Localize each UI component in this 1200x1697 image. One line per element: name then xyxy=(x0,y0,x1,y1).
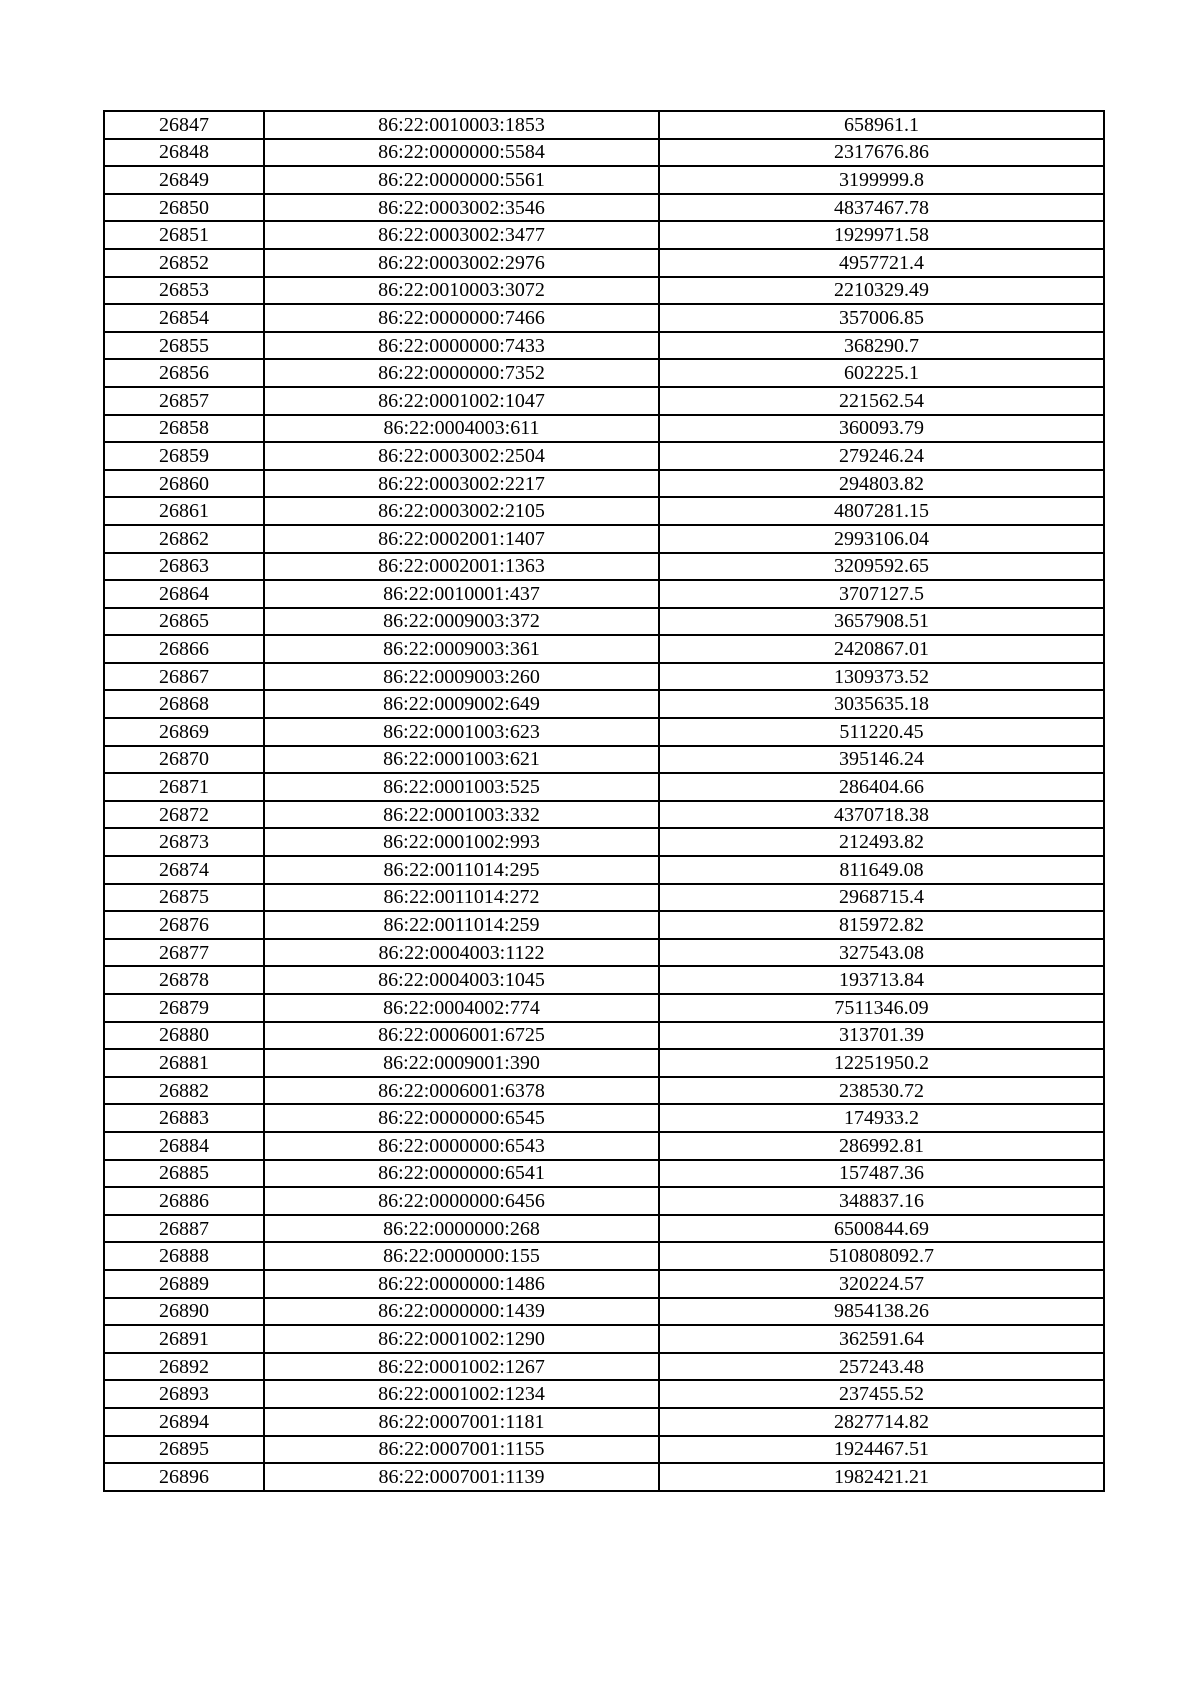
row-number-cell: 26864 xyxy=(104,580,264,608)
row-number-cell: 26889 xyxy=(104,1270,264,1298)
table-row xyxy=(104,608,1104,636)
cadastral-number-cell: 86:22:0001003:623 xyxy=(264,718,659,746)
data-table xyxy=(103,110,1105,1492)
row-number-cell: 26894 xyxy=(104,1408,264,1436)
value-cell: 320224.57 xyxy=(659,1270,1104,1298)
cadastral-number-cell: 86:22:0004003:1122 xyxy=(264,939,659,967)
value-cell: 368290.7 xyxy=(659,332,1104,360)
row-number-cell: 26850 xyxy=(104,194,264,222)
table-row xyxy=(104,1463,1104,1491)
row-number-cell: 26874 xyxy=(104,856,264,884)
value-cell: 811649.08 xyxy=(659,856,1104,884)
table-row xyxy=(104,1353,1104,1381)
table-row xyxy=(104,1242,1104,1270)
row-number-cell: 26881 xyxy=(104,1049,264,1077)
value-cell: 4807281.15 xyxy=(659,497,1104,525)
cadastral-number-cell: 86:22:0009003:361 xyxy=(264,635,659,663)
row-number-cell: 26868 xyxy=(104,690,264,718)
cadastral-number-cell: 86:22:0007001:1181 xyxy=(264,1408,659,1436)
table-row xyxy=(104,1104,1104,1132)
value-cell: 157487.36 xyxy=(659,1160,1104,1188)
row-number-cell: 26882 xyxy=(104,1077,264,1105)
row-number-cell: 26869 xyxy=(104,718,264,746)
table-row xyxy=(104,663,1104,691)
cadastral-number-cell: 86:22:0004003:1045 xyxy=(264,966,659,994)
value-cell: 1929971.58 xyxy=(659,221,1104,249)
cadastral-number-cell: 86:22:0010003:3072 xyxy=(264,277,659,305)
table-row xyxy=(104,221,1104,249)
cadastral-number-cell: 86:22:0001003:621 xyxy=(264,746,659,774)
row-number-cell: 26863 xyxy=(104,553,264,581)
table-row xyxy=(104,580,1104,608)
value-cell: 9854138.26 xyxy=(659,1298,1104,1326)
value-cell: 511220.45 xyxy=(659,718,1104,746)
row-number-cell: 26853 xyxy=(104,277,264,305)
row-number-cell: 26849 xyxy=(104,166,264,194)
value-cell: 3035635.18 xyxy=(659,690,1104,718)
value-cell: 4957721.4 xyxy=(659,249,1104,277)
table-row xyxy=(104,1325,1104,1353)
row-number-cell: 26848 xyxy=(104,139,264,167)
table-row xyxy=(104,939,1104,967)
table-row xyxy=(104,359,1104,387)
value-cell: 286404.66 xyxy=(659,773,1104,801)
table-row xyxy=(104,332,1104,360)
row-number-cell: 26878 xyxy=(104,966,264,994)
value-cell: 7511346.09 xyxy=(659,994,1104,1022)
cadastral-number-cell: 86:22:0009003:372 xyxy=(264,608,659,636)
value-cell: 279246.24 xyxy=(659,442,1104,470)
value-cell: 237455.52 xyxy=(659,1380,1104,1408)
table-row xyxy=(104,139,1104,167)
row-number-cell: 26884 xyxy=(104,1132,264,1160)
value-cell: 357006.85 xyxy=(659,304,1104,332)
table-row xyxy=(104,553,1104,581)
cadastral-number-cell: 86:22:0000000:6545 xyxy=(264,1104,659,1132)
cadastral-number-cell: 86:22:0000000:1486 xyxy=(264,1270,659,1298)
value-cell: 2317676.86 xyxy=(659,139,1104,167)
value-cell: 3209592.65 xyxy=(659,553,1104,581)
cadastral-number-cell: 86:22:0011014:295 xyxy=(264,856,659,884)
table-row xyxy=(104,994,1104,1022)
row-number-cell: 26870 xyxy=(104,746,264,774)
table-row xyxy=(104,801,1104,829)
table-row xyxy=(104,1408,1104,1436)
cadastral-number-cell: 86:22:0011014:272 xyxy=(264,884,659,912)
table-row xyxy=(104,1215,1104,1243)
row-number-cell: 26862 xyxy=(104,525,264,553)
value-cell: 3199999.8 xyxy=(659,166,1104,194)
table-row xyxy=(104,111,1104,139)
table-row xyxy=(104,166,1104,194)
cadastral-number-cell: 86:22:0002001:1407 xyxy=(264,525,659,553)
value-cell: 2210329.49 xyxy=(659,277,1104,305)
table-row xyxy=(104,1160,1104,1188)
table-row xyxy=(104,1187,1104,1215)
cadastral-number-cell: 86:22:0000000:7466 xyxy=(264,304,659,332)
row-number-cell: 26885 xyxy=(104,1160,264,1188)
value-cell: 3657908.51 xyxy=(659,608,1104,636)
row-number-cell: 26872 xyxy=(104,801,264,829)
row-number-cell: 26847 xyxy=(104,111,264,139)
value-cell: 174933.2 xyxy=(659,1104,1104,1132)
table-row xyxy=(104,525,1104,553)
cadastral-number-cell: 86:22:0009001:390 xyxy=(264,1049,659,1077)
cadastral-number-cell: 86:22:0001002:1234 xyxy=(264,1380,659,1408)
cadastral-number-cell: 86:22:0000000:268 xyxy=(264,1215,659,1243)
table-row xyxy=(104,249,1104,277)
value-cell: 4837467.78 xyxy=(659,194,1104,222)
row-number-cell: 26879 xyxy=(104,994,264,1022)
cadastral-number-cell: 86:22:0001002:1290 xyxy=(264,1325,659,1353)
value-cell: 1309373.52 xyxy=(659,663,1104,691)
cadastral-number-cell: 86:22:0000000:6541 xyxy=(264,1160,659,1188)
cadastral-number-cell: 86:22:0004002:774 xyxy=(264,994,659,1022)
table-row xyxy=(104,884,1104,912)
value-cell: 4370718.38 xyxy=(659,801,1104,829)
table-row xyxy=(104,304,1104,332)
table-row xyxy=(104,1132,1104,1160)
row-number-cell: 26873 xyxy=(104,828,264,856)
cadastral-number-cell: 86:22:0003002:3477 xyxy=(264,221,659,249)
cadastral-number-cell: 86:22:0000000:7433 xyxy=(264,332,659,360)
value-cell: 2420867.01 xyxy=(659,635,1104,663)
value-cell: 294803.82 xyxy=(659,470,1104,498)
table-row xyxy=(104,746,1104,774)
table-row xyxy=(104,277,1104,305)
cadastral-number-cell: 86:22:0010001:437 xyxy=(264,580,659,608)
value-cell: 1982421.21 xyxy=(659,1463,1104,1491)
row-number-cell: 26855 xyxy=(104,332,264,360)
value-cell: 6500844.69 xyxy=(659,1215,1104,1243)
table-row xyxy=(104,828,1104,856)
row-number-cell: 26895 xyxy=(104,1436,264,1464)
cadastral-number-cell: 86:22:0006001:6378 xyxy=(264,1077,659,1105)
row-number-cell: 26860 xyxy=(104,470,264,498)
cadastral-number-cell: 86:22:0003002:2504 xyxy=(264,442,659,470)
table-row xyxy=(104,1436,1104,1464)
cadastral-number-cell: 86:22:0010003:1853 xyxy=(264,111,659,139)
value-cell: 658961.1 xyxy=(659,111,1104,139)
value-cell: 12251950.2 xyxy=(659,1049,1104,1077)
table-row xyxy=(104,415,1104,443)
value-cell: 362591.64 xyxy=(659,1325,1104,1353)
value-cell: 815972.82 xyxy=(659,911,1104,939)
table-row xyxy=(104,773,1104,801)
row-number-cell: 26877 xyxy=(104,939,264,967)
row-number-cell: 26856 xyxy=(104,359,264,387)
row-number-cell: 26876 xyxy=(104,911,264,939)
table-row xyxy=(104,497,1104,525)
row-number-cell: 26861 xyxy=(104,497,264,525)
table-row xyxy=(104,442,1104,470)
value-cell: 2827714.82 xyxy=(659,1408,1104,1436)
value-cell: 313701.39 xyxy=(659,1022,1104,1050)
value-cell: 327543.08 xyxy=(659,939,1104,967)
cadastral-number-cell: 86:22:0000000:155 xyxy=(264,1242,659,1270)
table-row xyxy=(104,1270,1104,1298)
row-number-cell: 26883 xyxy=(104,1104,264,1132)
cadastral-number-cell: 86:22:0011014:259 xyxy=(264,911,659,939)
row-number-cell: 26866 xyxy=(104,635,264,663)
table-row xyxy=(104,911,1104,939)
cadastral-number-cell: 86:22:0000000:5584 xyxy=(264,139,659,167)
cadastral-number-cell: 86:22:0001002:1267 xyxy=(264,1353,659,1381)
table-row xyxy=(104,635,1104,663)
cadastral-number-cell: 86:22:0003002:3546 xyxy=(264,194,659,222)
cadastral-number-cell: 86:22:0009002:649 xyxy=(264,690,659,718)
table-row xyxy=(104,966,1104,994)
cadastral-number-cell: 86:22:0000000:1439 xyxy=(264,1298,659,1326)
row-number-cell: 26890 xyxy=(104,1298,264,1326)
row-number-cell: 26875 xyxy=(104,884,264,912)
value-cell: 3707127.5 xyxy=(659,580,1104,608)
row-number-cell: 26891 xyxy=(104,1325,264,1353)
cadastral-number-cell: 86:22:0000000:5561 xyxy=(264,166,659,194)
row-number-cell: 26871 xyxy=(104,773,264,801)
row-number-cell: 26851 xyxy=(104,221,264,249)
row-number-cell: 26852 xyxy=(104,249,264,277)
table-row xyxy=(104,1049,1104,1077)
value-cell: 1924467.51 xyxy=(659,1436,1104,1464)
table-row xyxy=(104,194,1104,222)
cadastral-number-cell: 86:22:0001002:1047 xyxy=(264,387,659,415)
value-cell: 212493.82 xyxy=(659,828,1104,856)
row-number-cell: 26893 xyxy=(104,1380,264,1408)
cadastral-number-cell: 86:22:0001003:525 xyxy=(264,773,659,801)
row-number-cell: 26859 xyxy=(104,442,264,470)
cadastral-number-cell: 86:22:0003002:2976 xyxy=(264,249,659,277)
cadastral-number-cell: 86:22:0007001:1155 xyxy=(264,1436,659,1464)
table-row xyxy=(104,718,1104,746)
table-row xyxy=(104,856,1104,884)
cadastral-number-cell: 86:22:0000000:6456 xyxy=(264,1187,659,1215)
cadastral-number-cell: 86:22:0000000:6543 xyxy=(264,1132,659,1160)
table-row xyxy=(104,387,1104,415)
cadastral-number-cell: 86:22:0007001:1139 xyxy=(264,1463,659,1491)
cadastral-number-cell: 86:22:0009003:260 xyxy=(264,663,659,691)
value-cell: 360093.79 xyxy=(659,415,1104,443)
cadastral-number-cell: 86:22:0002001:1363 xyxy=(264,553,659,581)
table-row xyxy=(104,470,1104,498)
row-number-cell: 26858 xyxy=(104,415,264,443)
value-cell: 286992.81 xyxy=(659,1132,1104,1160)
value-cell: 348837.16 xyxy=(659,1187,1104,1215)
cadastral-number-cell: 86:22:0006001:6725 xyxy=(264,1022,659,1050)
cadastral-number-cell: 86:22:0003002:2105 xyxy=(264,497,659,525)
value-cell: 2968715.4 xyxy=(659,884,1104,912)
cadastral-number-cell: 86:22:0000000:7352 xyxy=(264,359,659,387)
cadastral-number-cell: 86:22:0001002:993 xyxy=(264,828,659,856)
row-number-cell: 26886 xyxy=(104,1187,264,1215)
row-number-cell: 26865 xyxy=(104,608,264,636)
row-number-cell: 26892 xyxy=(104,1353,264,1381)
row-number-cell: 26880 xyxy=(104,1022,264,1050)
value-cell: 238530.72 xyxy=(659,1077,1104,1105)
value-cell: 221562.54 xyxy=(659,387,1104,415)
row-number-cell: 26887 xyxy=(104,1215,264,1243)
table-row xyxy=(104,1298,1104,1326)
value-cell: 395146.24 xyxy=(659,746,1104,774)
value-cell: 193713.84 xyxy=(659,966,1104,994)
row-number-cell: 26854 xyxy=(104,304,264,332)
row-number-cell: 26888 xyxy=(104,1242,264,1270)
value-cell: 602225.1 xyxy=(659,359,1104,387)
row-number-cell: 26896 xyxy=(104,1463,264,1491)
row-number-cell: 26867 xyxy=(104,663,264,691)
table-row xyxy=(104,1022,1104,1050)
cadastral-number-cell: 86:22:0003002:2217 xyxy=(264,470,659,498)
cadastral-number-cell: 86:22:0001003:332 xyxy=(264,801,659,829)
cadastral-number-cell: 86:22:0004003:611 xyxy=(264,415,659,443)
table-row xyxy=(104,1077,1104,1105)
value-cell: 257243.48 xyxy=(659,1353,1104,1381)
table-body xyxy=(104,111,1104,1491)
table-row xyxy=(104,690,1104,718)
value-cell: 510808092.7 xyxy=(659,1242,1104,1270)
row-number-cell: 26857 xyxy=(104,387,264,415)
value-cell: 2993106.04 xyxy=(659,525,1104,553)
table-row xyxy=(104,1380,1104,1408)
